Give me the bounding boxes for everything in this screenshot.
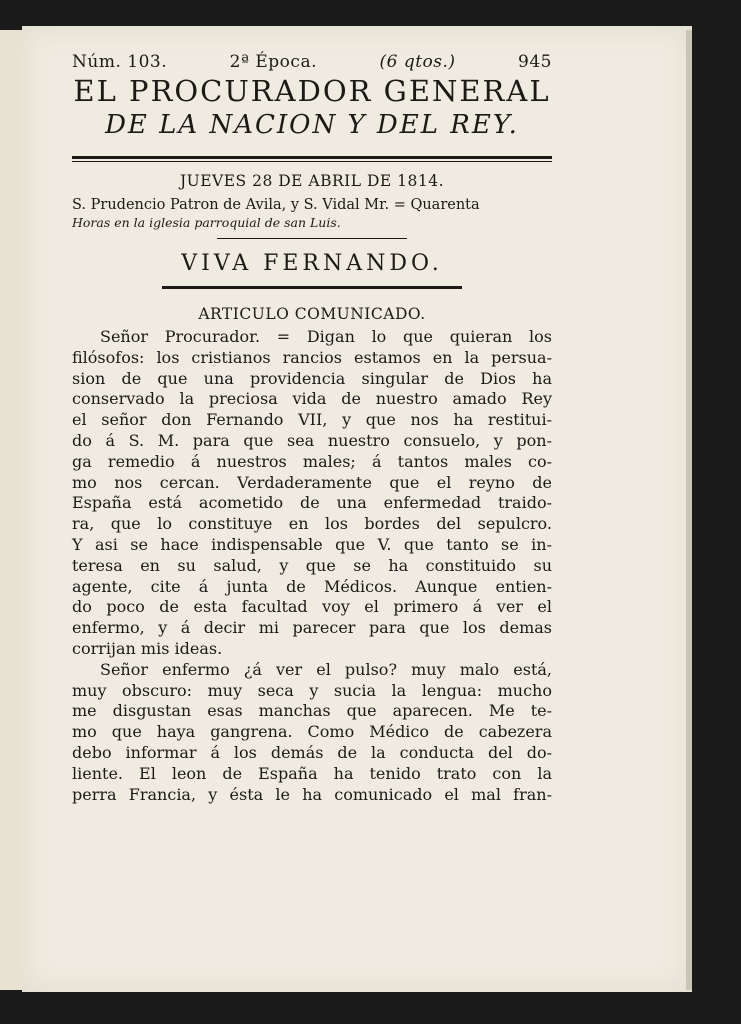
saints-notice: [72, 196, 552, 232]
masthead-subtitle: DE LA NACION Y DEL REY.: [105, 110, 519, 140]
article-line: Señor Procurador. = Digan lo que quieran los: [100, 327, 552, 346]
saints-line-2: Horas en la iglesia parroquial de san Luis.: [72, 215, 341, 230]
article-line: mo nos cercan. Verdaderamente que el reyno de: [72, 472, 552, 492]
article-line: conservado la preciosa vida de nuestro amado Rey: [72, 389, 552, 409]
article-line: do poco de esta facultad voy el primero á ver el: [72, 597, 552, 617]
article-line: perra Francia, y ésta le ha comunicado el mal fran-: [72, 784, 552, 804]
article-line: teresa en su salud, y que se ha constituido su: [72, 555, 552, 575]
banner-heading: VIVA FERNANDO.: [181, 251, 443, 276]
article-line: mo que haya gangrena. Como Médico de cabezera: [72, 722, 552, 742]
article-line: España está acometido de una enfermedad traido-: [72, 493, 552, 513]
epoch-label: 2ª Época.: [229, 52, 317, 72]
page-content: [72, 52, 552, 805]
article-line: agente, cite á junta de Médicos. Aunque entien-: [72, 576, 552, 596]
facing-page-edge: [0, 30, 23, 990]
article-line: ra, que lo constituye en los bordes del sepulcro.: [72, 514, 552, 534]
section-divider: [217, 238, 407, 239]
article-body: [72, 327, 552, 805]
page-number: 945: [518, 52, 552, 72]
article-line: Y asi se hace indispensable que V. que tanto se in-: [72, 534, 552, 554]
article-title: ARTICULO COMUNICADO.: [198, 305, 426, 323]
article-line: enfermo, y á decir mi parecer para que los demas: [72, 618, 552, 638]
page-edge-shadow: [686, 30, 692, 990]
article-line: filósofos: los cristianos rancios estamos en la persua-: [72, 347, 552, 367]
article-line: Señor enfermo ¿á ver el pulso? muy malo está,: [100, 659, 552, 679]
banner-rule: [162, 286, 462, 289]
issue-number: Núm. 103.: [72, 52, 168, 72]
masthead-title: EL PROCURADOR GENERAL: [73, 74, 551, 108]
article-line: el señor don Fernando VII, y que nos ha restitui-: [72, 410, 552, 430]
article-line: debo informar á los demás de la conducta del do-: [72, 742, 552, 762]
article-line: me disgustan esas manchas que aparecen. Me te-: [72, 701, 552, 721]
masthead-rule: [72, 156, 552, 162]
quarto-label: (6 qtos.): [379, 52, 456, 72]
article-line: liente. El leon de España ha tenido trato con la: [72, 763, 552, 783]
article-line: do á S. M. para que sea nuestro consuelo, y pon-: [72, 430, 552, 450]
article-line: ga remedio á nuestros males; á tantos males co-: [72, 451, 552, 471]
article-line: corrijan mis ideas.: [72, 638, 223, 658]
article-line: muy obscuro: muy seca y sucia la lengua: mucho: [72, 680, 552, 700]
issue-date: JUEVES 28 DE ABRIL DE 1814.: [179, 172, 445, 190]
header-line: [72, 52, 552, 72]
article-line: sion de que una providencia singular de Dios ha: [72, 368, 552, 388]
saints-line-1: S. Prudencio Patron de Avila, y S. Vidal Mr. = Quarenta: [72, 197, 480, 213]
